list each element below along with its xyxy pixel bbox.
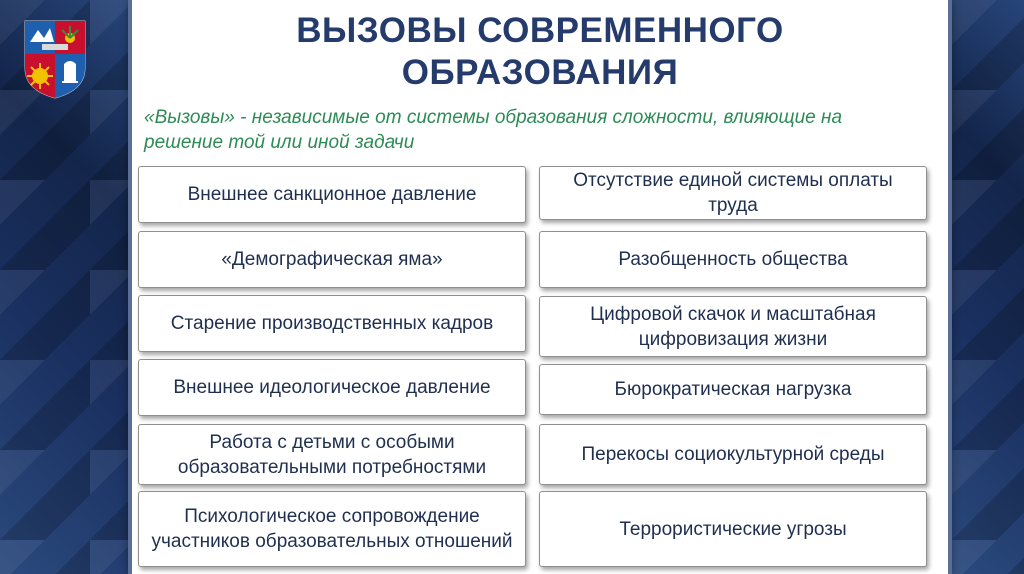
challenge-box-right-1: Отсутствие единой системы оплаты труда <box>539 166 927 220</box>
challenge-box-right-5: Перекосы социокультурной среды <box>539 424 927 485</box>
challenge-box-left-5: Работа с детьми с особыми образовательными потребностями <box>138 424 526 485</box>
slide-title-line-2: ОБРАЗОВАНИЯ <box>401 53 679 92</box>
challenge-box-right-6: Террористические угрозы <box>539 491 927 567</box>
slide-title <box>128 10 952 94</box>
challenge-box-left-6: Психологическое сопровождение участников образовательных отношений <box>138 491 526 567</box>
background-right <box>952 0 1024 574</box>
coat-of-arms-icon <box>22 18 88 100</box>
slide-panel <box>128 0 952 574</box>
definition-text: «Вызовы» - независимые от системы образования сложности, влияющие на решение той или иной задачи <box>144 107 843 153</box>
challenge-box-left-2: «Демографическая яма» <box>138 231 526 288</box>
slide-title-line-1: ВЫЗОВЫ СОВРЕМЕННОГО <box>296 11 784 50</box>
challenge-box-left-1: Внешнее санкционное давление <box>138 166 526 223</box>
challenge-box-right-3: Цифровой скачок и масштабная цифровизация жизни <box>539 296 927 357</box>
challenge-box-right-2: Разобщенность общества <box>539 231 927 288</box>
challenge-box-left-4: Внешнее идеологическое давление <box>138 359 526 416</box>
challenge-box-right-4: Бюрократическая нагрузка <box>539 364 927 415</box>
challenge-box-left-3: Старение производственных кадров <box>138 295 526 352</box>
